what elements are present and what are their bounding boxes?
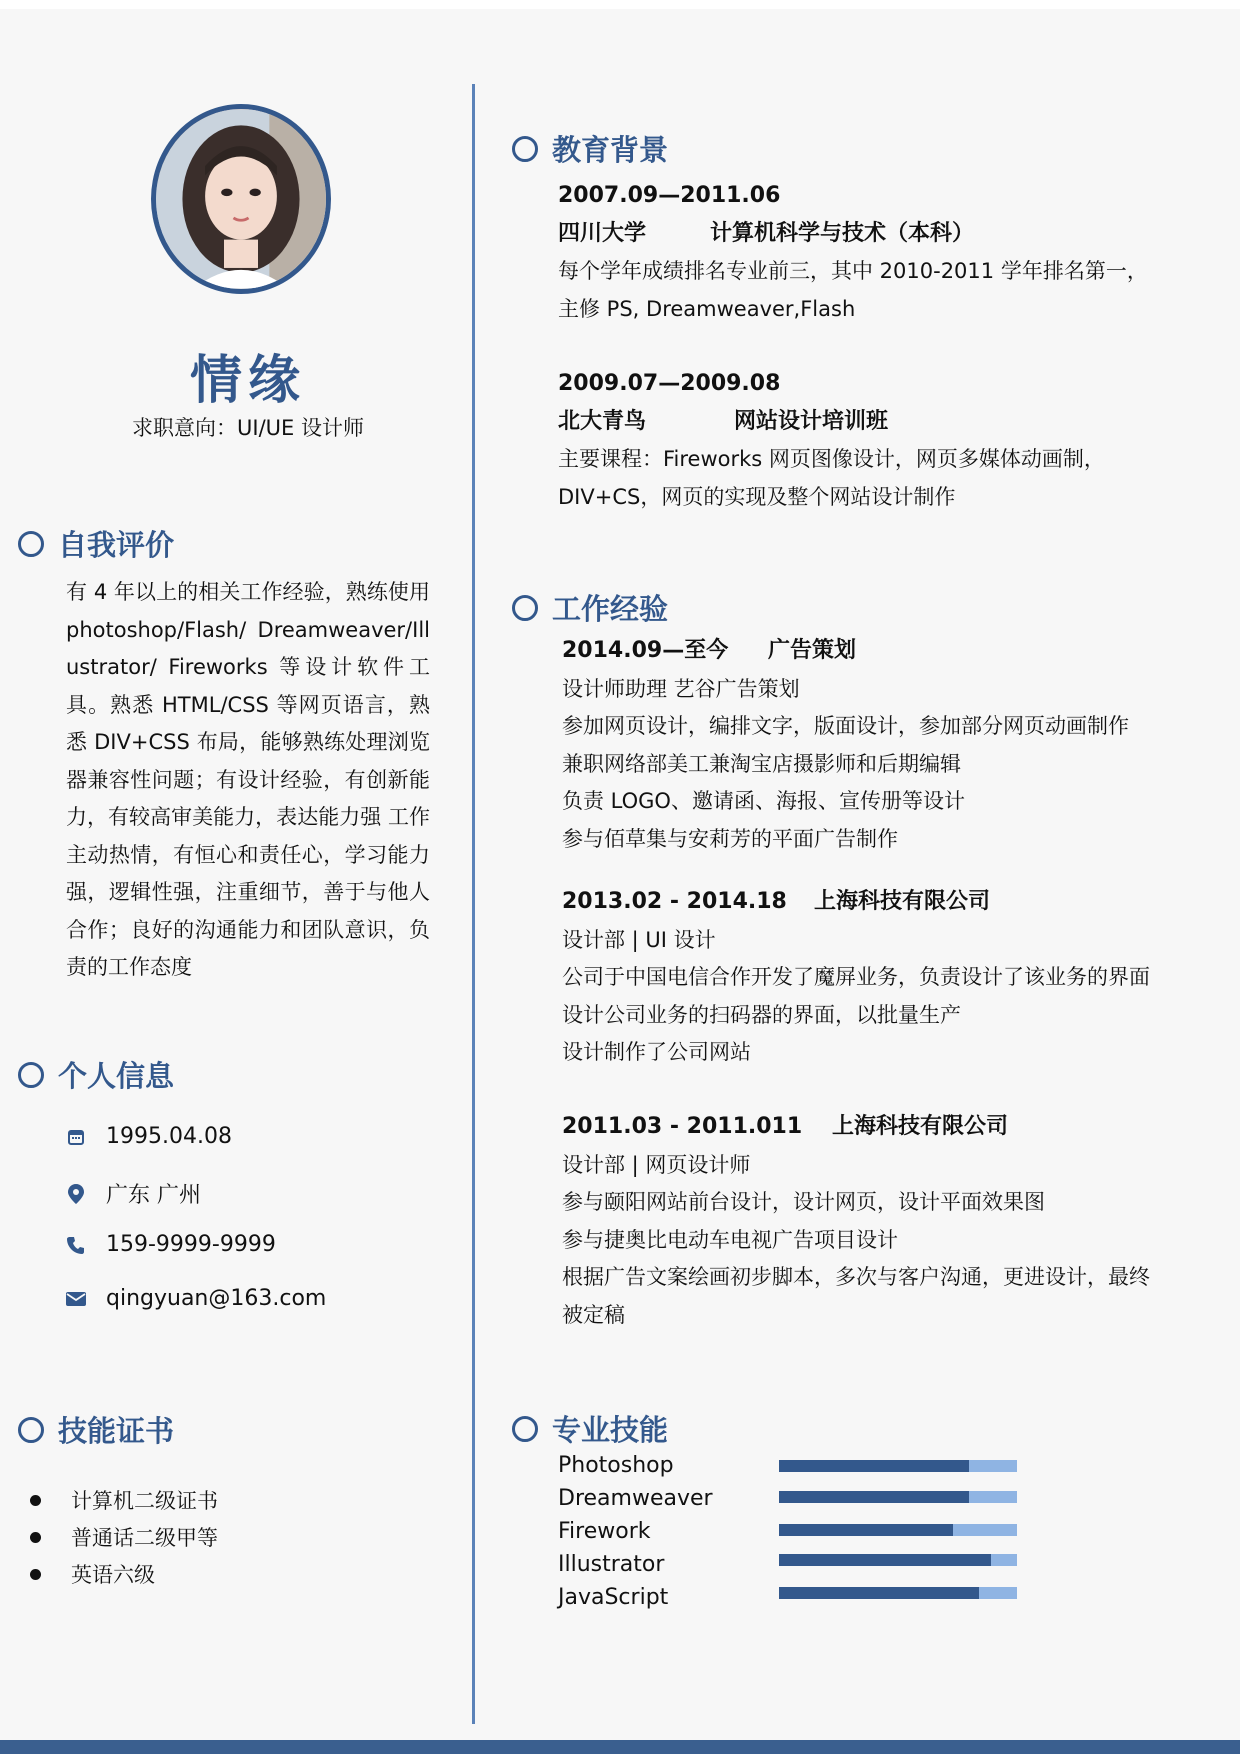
edu-school: 四川大学 (558, 221, 647, 246)
section-title: 自我评价 (58, 528, 175, 562)
certificate-label: 普通话二级甲等 (71, 1526, 218, 1550)
section-personal-info (18, 1054, 174, 1095)
skill-name: Dreamweaver (558, 1486, 713, 1511)
phone-value: 159-9999-9999 (106, 1232, 276, 1257)
certificate-item (30, 1559, 155, 1589)
work-period: 2013.02 - 2014.18 (562, 889, 787, 914)
edu-period: 2009.07—2009.08 (558, 371, 781, 396)
section-work (512, 587, 668, 628)
info-birthday (66, 1124, 232, 1149)
certificate-item (30, 1522, 218, 1552)
work-role: 设计部 | 网页设计师 (562, 1153, 751, 1177)
job-intent: 求职意向：UI/UE 设计师 (132, 416, 364, 440)
section-self-eval (18, 523, 174, 564)
location-pin-icon (66, 1184, 86, 1204)
work-detail: 公司于中国电信合作开发了魔屏业务，负责设计了该业务的界面 (562, 965, 1150, 989)
edu-major: 网站设计培训班 (734, 409, 889, 434)
work-detail: 负责 LOGO、邀请函、海报、宣传册等设计 (562, 789, 965, 813)
skill-bar-fill (779, 1587, 979, 1599)
self-eval-text: 有 4 年以上的相关工作经验，熟练使用 photoshop/Flash/ Dreamweaver/Illustrator/ Fireworks 等设计软件工具。熟悉 HTML/CSS 等网页语言，熟悉 DIV+CSS 布局，能够熟练处理浏览器兼容性问题；有设计经验，有创新能力，有较高审美能力，表达能力强 工作主动热情，有恒心和责任心，学习能力强，逻辑性强，注重细节，善于与他人合作；良好的沟通能力和团队意识，负责的工作态度 (66, 580, 430, 979)
work-company: 上海科技有限公司 (832, 1114, 1009, 1139)
section-ring-icon (512, 136, 538, 162)
birthday-value: 1995.04.08 (106, 1124, 232, 1149)
avatar-portrait-icon (156, 109, 326, 289)
section-title: 专业技能 (552, 1413, 669, 1447)
certificate-item (30, 1485, 218, 1515)
edu-detail: 每个学年成绩排名专业前三，其中 2010-2011 学年排名第一， (558, 259, 1148, 283)
work-detail: 设计公司业务的扫码器的界面，以批量生产 (562, 1003, 961, 1027)
column-divider (472, 84, 475, 1724)
section-skills (512, 1408, 668, 1449)
bullet-icon (30, 1495, 41, 1506)
work-detail: 被定稿 (562, 1303, 625, 1327)
section-certificates (18, 1409, 174, 1450)
work-detail: 兼职网络部美工兼淘宝店摄影师和后期编辑 (562, 752, 961, 776)
certificate-label: 计算机二级证书 (71, 1489, 218, 1513)
edu-detail: DIV+CS，网页的实现及整个网站设计制作 (558, 485, 956, 509)
work-detail: 参与颐阳网站前台设计，设计网页，设计平面效果图 (562, 1190, 1045, 1214)
info-location (66, 1178, 201, 1209)
top-strip (0, 0, 1240, 9)
edu-major: 计算机科学与技术（本科） (710, 221, 975, 246)
work-detail: 设计制作了公司网站 (562, 1040, 751, 1064)
info-phone (66, 1232, 276, 1257)
work-role: 设计师助理 艺谷广告策划 (562, 677, 800, 701)
calendar-icon (66, 1127, 86, 1147)
skill-bar (779, 1554, 1017, 1566)
phone-icon (66, 1235, 86, 1255)
email-icon (66, 1289, 86, 1309)
bottom-bar (0, 1740, 1240, 1754)
skill-bar-fill (779, 1554, 991, 1566)
skill-name: Firework (558, 1519, 651, 1544)
section-title: 个人信息 (58, 1059, 175, 1093)
info-email (66, 1286, 326, 1311)
section-ring-icon (18, 1417, 44, 1443)
work-period: 2011.03 - 2011.011 (562, 1114, 803, 1139)
work-company: 广告策划 (768, 638, 857, 663)
bullet-icon (30, 1569, 41, 1580)
skill-bar (779, 1587, 1017, 1599)
work-period: 2014.09—至今 (562, 638, 729, 663)
skill-name: Photoshop (558, 1453, 674, 1478)
work-detail: 根据广告文案绘画初步脚本，多次与客户沟通，更进设计，最终 (562, 1265, 1150, 1289)
skill-bar-fill (779, 1524, 953, 1536)
work-company: 上海科技有限公司 (814, 889, 991, 914)
work-role: 设计部 | UI 设计 (562, 928, 716, 952)
section-title: 工作经验 (552, 592, 669, 626)
edu-detail: 主要课程：Fireworks 网页图像设计，网页多媒体动画制， (558, 447, 1105, 471)
work-detail: 参与佰草集与安莉芳的平面广告制作 (562, 827, 898, 851)
skill-bar (779, 1491, 1017, 1503)
edu-detail: 主修 PS, Dreamweaver,Flash (558, 297, 856, 321)
bullet-icon (30, 1532, 41, 1543)
skill-name: Illustrator (558, 1552, 665, 1577)
candidate-name: 情缘 (189, 351, 306, 411)
work-detail: 参加网页设计，编排文字，版面设计，参加部分网页动画制作 (562, 714, 1129, 738)
section-title: 技能证书 (58, 1414, 175, 1448)
skill-bar (779, 1460, 1017, 1472)
edu-school: 北大青鸟 (558, 409, 647, 434)
location-value: 广东 广州 (106, 1183, 201, 1208)
section-ring-icon (18, 531, 44, 557)
certificate-label: 英语六级 (71, 1563, 155, 1587)
work-detail: 参与捷奥比电动车电视广告项目设计 (562, 1228, 898, 1252)
section-ring-icon (512, 595, 538, 621)
skill-name: JavaScript (558, 1585, 669, 1610)
section-title: 教育背景 (552, 133, 669, 167)
skill-bar-fill (779, 1491, 969, 1503)
section-education (512, 128, 668, 169)
skill-bar (779, 1524, 1017, 1536)
section-ring-icon (512, 1416, 538, 1442)
section-ring-icon (18, 1062, 44, 1088)
avatar-photo (151, 104, 331, 294)
edu-period: 2007.09—2011.06 (558, 183, 781, 208)
email-value: qingyuan@163.com (106, 1286, 327, 1311)
skill-bar-fill (779, 1460, 969, 1472)
